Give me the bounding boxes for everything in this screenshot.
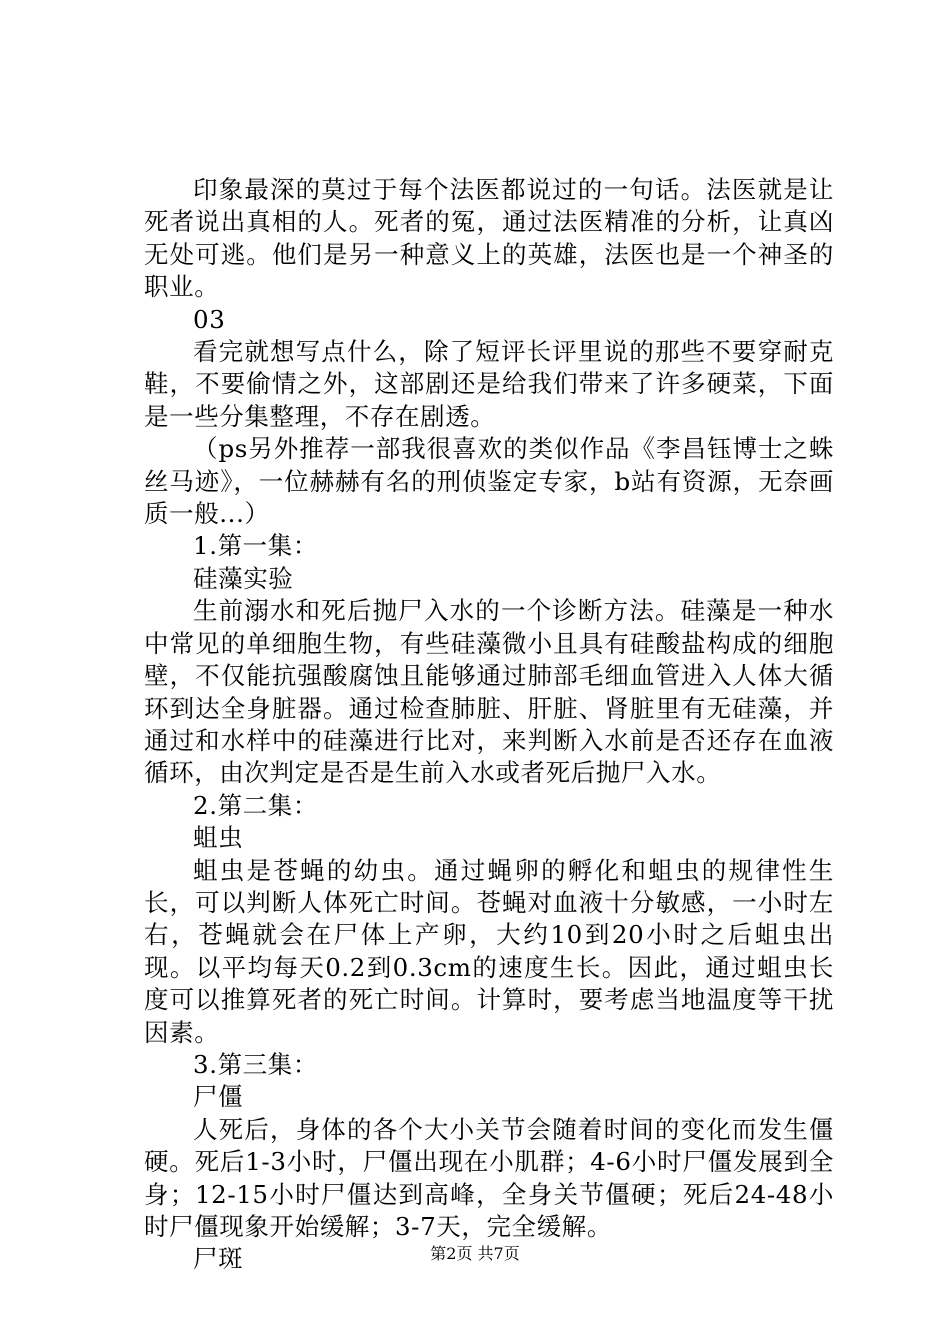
topic-heading: 硅藻实验: [193, 563, 294, 593]
topic-heading: 蛆虫: [193, 823, 244, 853]
episode-heading: 2.第二集：: [193, 790, 318, 820]
document-body: [144, 174, 834, 1276]
paragraph: 人死后，身体的各个大小关节会随着时间的变化而发生僵硬。死后1-3小时，尸僵出现在小肌群；4-6小时尸僵发展到全身；12-15小时尸僵达到高峰，全身关节僵硬；死后24-48小时尸僵现象开始缓解；3-7天，完全缓解。: [144, 1114, 834, 1241]
paragraph: 蛆虫是苍蝇的幼虫。通过蝇卵的孵化和蛆虫的规律性生长，可以判断人体死亡时间。苍蝇对血液十分敏感，一小时左右，苍蝇就会在尸体上产卵，大约10到20小时之后蛆虫出现。以平均每天0.2到0.3cm的速度生长。因此，通过蛆虫长度可以推算死者的死亡时间。计算时，要考虑当地温度等干扰因素。: [144, 855, 834, 1047]
episode-heading: 1.第一集：: [193, 531, 318, 561]
episode-heading: 3.第三集：: [193, 1049, 318, 1079]
paragraph: 生前溺水和死后抛尸入水的一个诊断方法。硅藻是一种水中常见的单细胞生物，有些硅藻微小且具有硅酸盐构成的细胞壁，不仅能抗强酸腐蚀且能够通过肺部毛细血管进入人体大循环到达全身脏器。通过检查肺脏、肝脏、肾脏里有无硅藻，并通过和水样中的硅藻进行比对，来判断入水前是否还存在血液循环，由次判定是否是生前入水或者死后抛尸入水。: [144, 596, 834, 788]
paragraph: 印象最深的莫过于每个法医都说过的一句话。法医就是让死者说出真相的人。死者的冤，通过法医精准的分析，让真凶无处可逃。他们是另一种意义上的英雄，法医也是一个神圣的职业。: [144, 175, 834, 302]
paragraph: 看完就想写点什么，除了短评长评里说的那些不要穿耐克鞋，不要偷情之外，这部剧还是给我们带来了许多硬菜，下面是一些分集整理，不存在剧透。: [144, 337, 834, 431]
paragraph: （ps另外推荐一部我很喜欢的类似作品《李昌钰博士之蛛丝马迹》，一位赫赫有名的刑侦鉴定专家，b站有资源，无奈画质一般...）: [144, 434, 834, 529]
section-number: 03: [193, 304, 226, 334]
topic-heading: 尸僵: [193, 1082, 244, 1112]
page-footer: 第2页 共7页: [430, 1244, 520, 1263]
topic-heading: 尸斑: [193, 1244, 244, 1274]
